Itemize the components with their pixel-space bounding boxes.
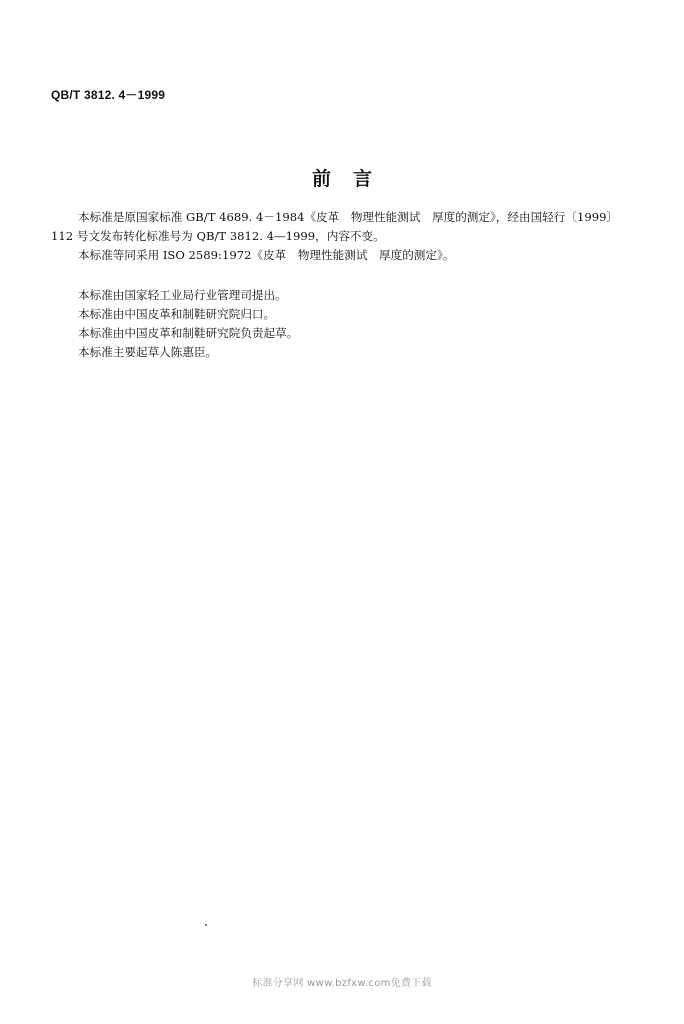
scan-speck xyxy=(205,924,207,926)
footer-watermark: 标准分享网 www.bzfxw.com免费下载 xyxy=(252,978,432,989)
paragraph-conversion-line1: 本标准是原国家标准 GB/T 4689. 4－1984《皮革 物理性能测试 厚度的测定》，经由国轻行〔1999〕 xyxy=(78,210,619,224)
paragraph-drafting-unit: 本标准由中国皮革和制鞋研究院负责起草。 xyxy=(78,326,299,340)
paragraph-drafter: 本标准主要起草人陈惠臣。 xyxy=(78,345,218,359)
standard-code: QB/T 3812. 4－1999 xyxy=(51,88,166,102)
page-title: 前言 xyxy=(311,168,394,190)
paragraph-conversion-line2: 112 号文发布转化标准号为 QB/T 3812. 4—1999，内容不变。 xyxy=(51,229,385,243)
paragraph-proposer: 本标准由国家轻工业局行业管理司提出。 xyxy=(78,288,287,302)
paragraph-iso-equivalence: 本标准等同采用 ISO 2589:1972《皮革 物理性能测试 厚度的测定》。 xyxy=(78,248,455,262)
paragraph-centralized-unit: 本标准由中国皮革和制鞋研究院归口。 xyxy=(78,307,276,321)
